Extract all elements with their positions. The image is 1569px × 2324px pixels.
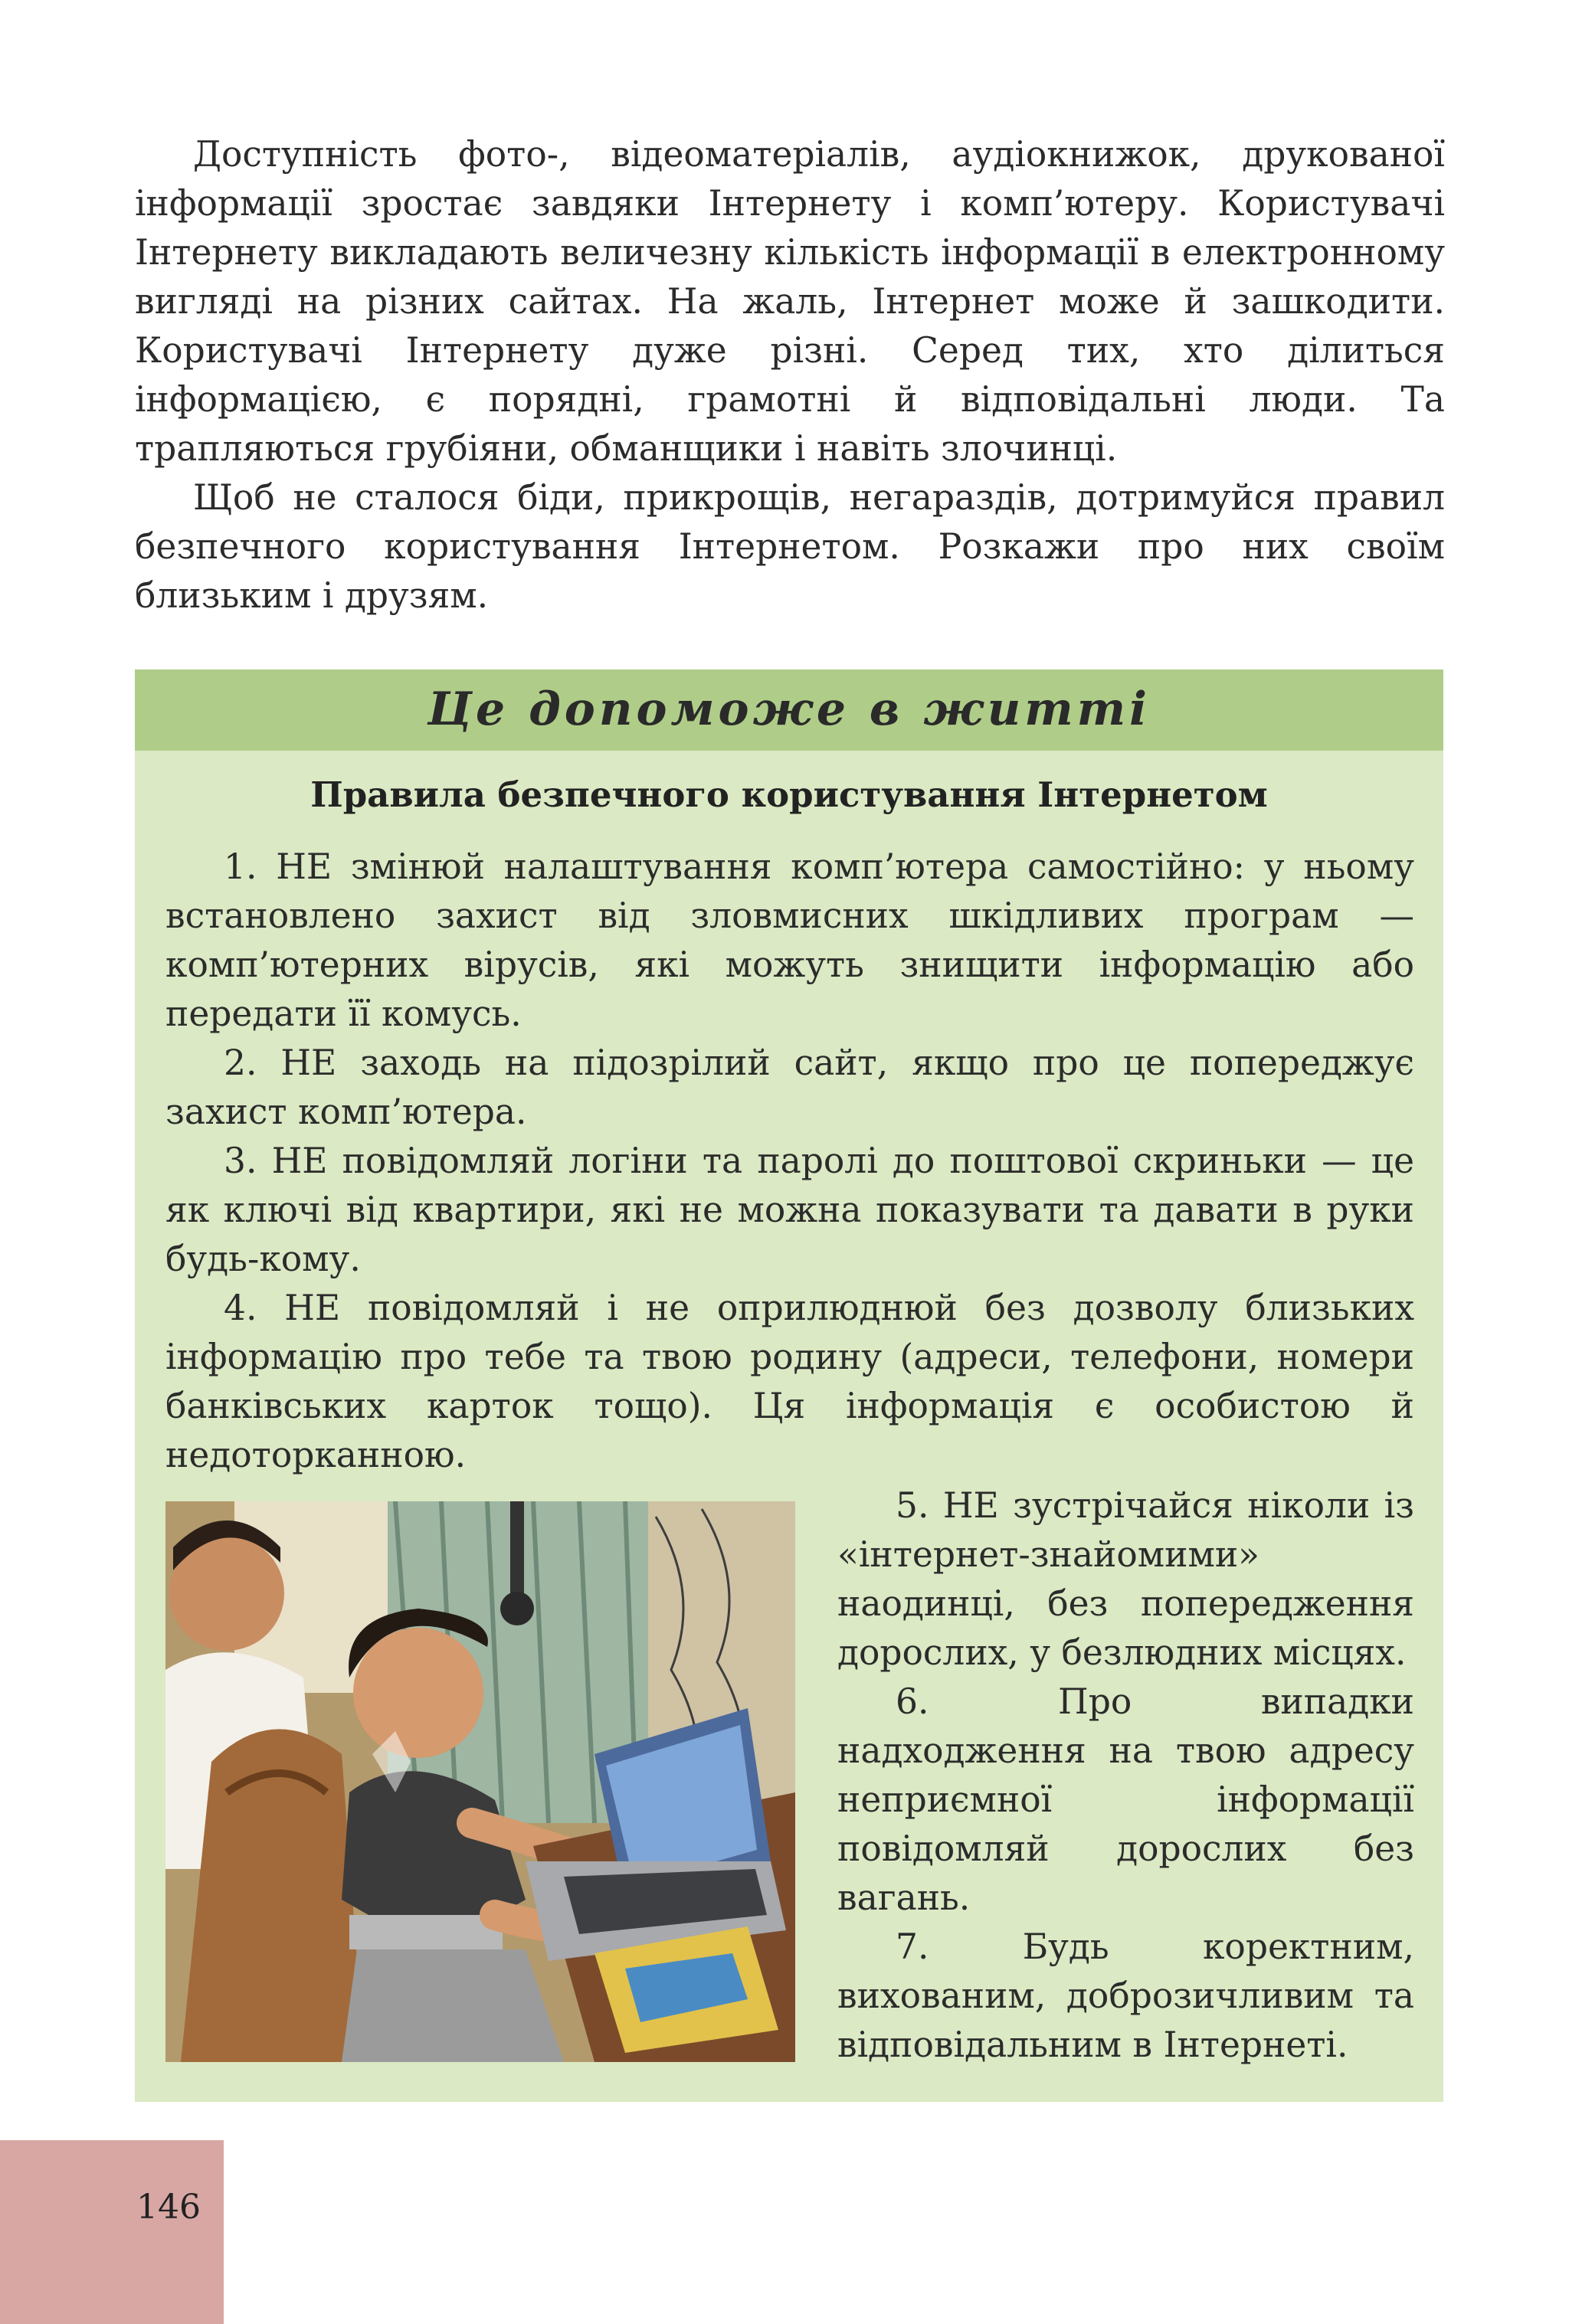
rule-6: 6. Про випадки надходження на твою адресу неприємної інформації повідомляй дорослих без вагань. bbox=[837, 1681, 1414, 1918]
rule-3: 3. НЕ повідомляй логіни та паролі до поштової скриньки — це як ключі від квартири, які не можна показувати та давати в руки будь-кому. bbox=[165, 1141, 1414, 1279]
rule-7: 7. Будь коректним, вихованим, доброзичливим та відповідальним в Інтернеті. bbox=[837, 1926, 1414, 2065]
intro-paragraph-1: Доступність фото-, відеоматеріалів, аудіокнижок, друкованої інформації зростає завдяки Інтернету і комп’ютеру. Користувачі Інтернету викладають величезну кількість інформації в електронному вигляді на різних сайтах. На жаль, Інтернет може й зашкодити. Користувачі Інтернету дуже різні. Серед тих, хто ділиться інформацією, є порядні, грамотні й відповідальні люди. Та трапляються грубіяни, обманщики і навіть злочинці. bbox=[135, 134, 1445, 469]
intro-text bbox=[135, 130, 1445, 620]
tips-box bbox=[135, 669, 1443, 2102]
rules-heading: Правила безпечного користування Інтернетом bbox=[310, 774, 1268, 815]
rules-list bbox=[165, 843, 1414, 1480]
children-at-computer-photo bbox=[165, 1501, 795, 2062]
rule-1: 1. НЕ змінюй налаштування комп’ютера самостійно: у ньому встановлено захист від зловмисних шкідливих програм — комп’ютерних вірусів, які можуть знищити інформацію або передати її комусь. bbox=[165, 846, 1414, 1034]
rules-list-continued bbox=[837, 1481, 1414, 2070]
page-number: 146 bbox=[136, 2188, 201, 2227]
rule-2: 2. НЕ заходь на підозрілий сайт, якщо про це попереджує захист комп’ютера. bbox=[165, 1043, 1414, 1132]
rule-4: 4. НЕ повідомляй і не оприлюднюй без дозволу близьких інформацію про тебе та твою родину (адреси, телефони, номери банківських карток тощо). Ця інформація є особистою й недоторканною. bbox=[165, 1288, 1414, 1475]
tips-box-header bbox=[135, 669, 1443, 751]
tips-box-title: Це допоможе в житті bbox=[427, 682, 1151, 736]
intro-paragraph-2: Щоб не сталося біди, прикрощів, негараздів, дотримуйся правил безпечного користування Інтернетом. Розкажи про них своїм близьким і друзям. bbox=[135, 477, 1445, 616]
rule-5: 5. НЕ зустрічайся ніколи із «інтернет-знайомими» наодинці, без попередження дорослих, у безлюдних місцях. bbox=[837, 1485, 1414, 1673]
page-corner-tab bbox=[0, 2140, 224, 2324]
